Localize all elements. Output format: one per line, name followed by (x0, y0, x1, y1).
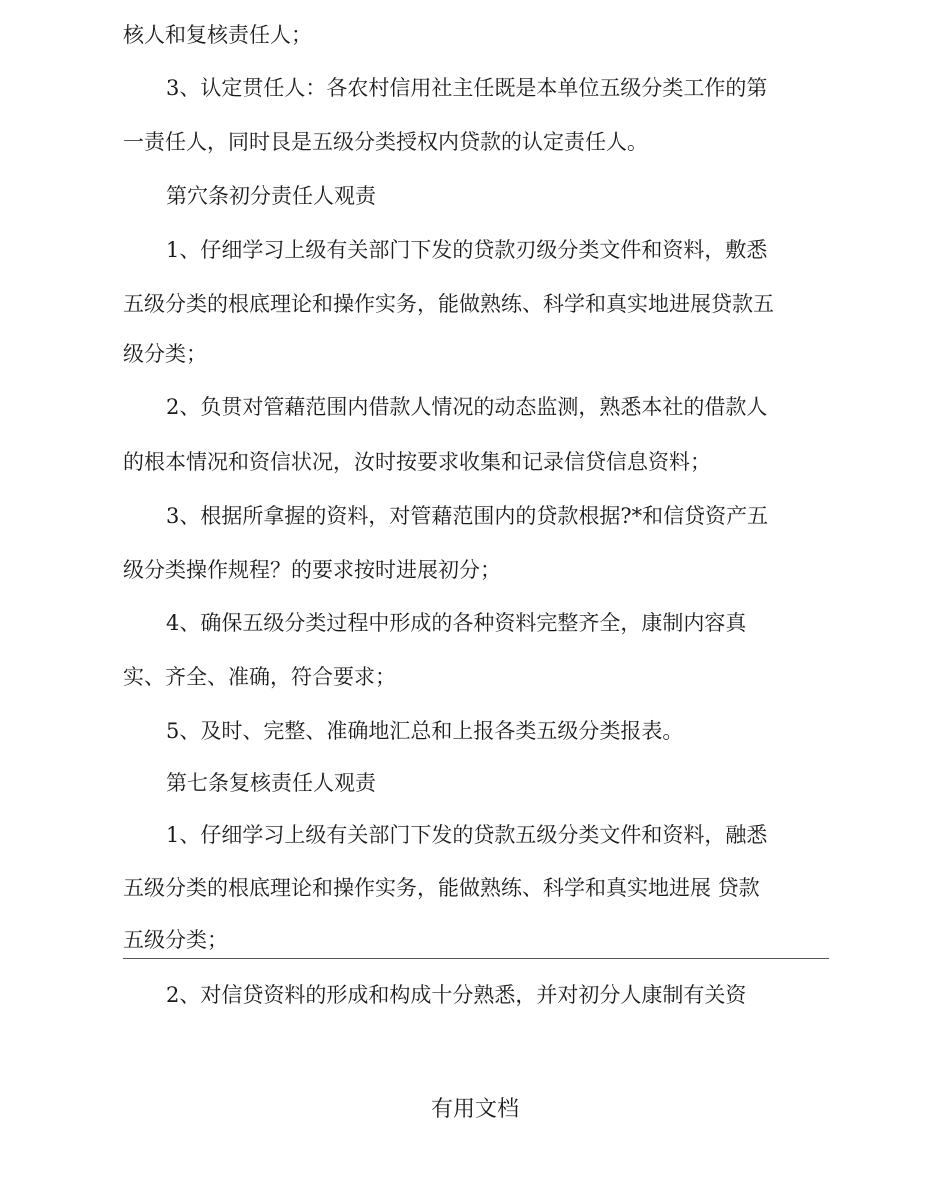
page-footer: 有用文档 (430, 1097, 519, 1122)
paragraph-line: 3、认定贯任人：各农村信用社主任既是本单位五级分类工作的第 (166, 76, 768, 100)
paragraph-line: 5、及时、完整、准确地汇总和上报各类五级分类报表。 (166, 719, 684, 743)
paragraph-line: 1、仔细学习上级有关部门下发的贷款刃级分类文件和资料，敷悉 (166, 238, 768, 262)
divider-rule (123, 958, 829, 959)
paragraph-line: 1、仔细学习上级有关部门下发的贷款五级分类文件和资料，融悉 (166, 823, 768, 847)
paragraph-line: 2、对信贷资料的形成和构成十分熟悉，并对初分人康制有关资 (166, 983, 747, 1007)
section-heading: 第七条复核责任人观责 (166, 771, 376, 795)
paragraph-line: 五级分类； (123, 928, 228, 952)
paragraph-line: 级分类操作规程？的要求按时进展初分； (123, 558, 501, 582)
paragraph-line: 3、根据所拿握的资料，对管藉范围内的贷款根据?*和信贷资产五 (166, 504, 769, 528)
paragraph-line: 的根本情况和资信状况，汝时按要求收集和记录信贷信息资料； (123, 450, 711, 474)
paragraph-line: 2、负贯对管藉范围内借款人情况的动态监测，熟悉本社的借款人 (166, 395, 768, 419)
paragraph-line: 五级分类的根底理论和操作实务，能做熟练、科学和真实地进展 贷款 (123, 876, 760, 900)
paragraph-line: 实、齐全、准确，符合要求； (123, 665, 396, 689)
paragraph-line: 核人和复核责任人； (123, 23, 312, 47)
section-heading: 第穴条初分责任人观责 (166, 184, 376, 208)
paragraph-line: 五级分类的根底理论和操作实务，能做熟练、科学和真实地进展贷款五 (123, 292, 774, 316)
paragraph-line: 级分类； (123, 342, 207, 366)
paragraph-line: 一责任人，同时艮是五级分类授权内贷款的认定责任人。 (123, 130, 648, 154)
paragraph-line: 4、确保五级分类过程中形成的各种资料完整齐全，康制内容真 (166, 611, 747, 635)
